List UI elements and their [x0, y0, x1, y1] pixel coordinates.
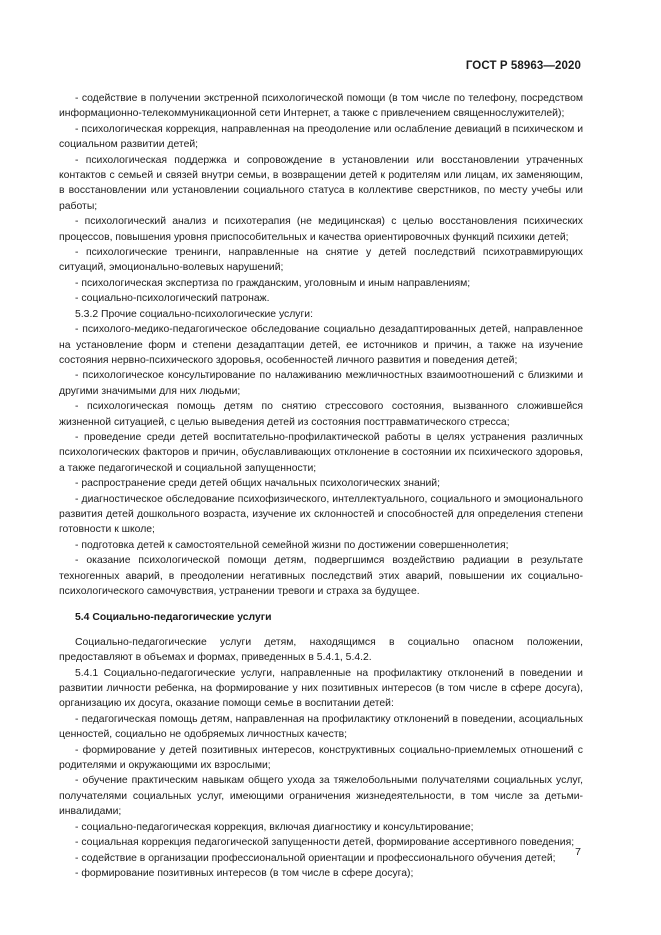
- list-item: - психологический анализ и психотерапия (не медицинская) с целью восстановления психических процессов, повышения уровня приспособительных и качества ориентировочных функций психики детей;: [59, 216, 583, 243]
- list-item: - содействие в организации профессиональной ориентации и профессионального обучения детей;: [75, 852, 556, 864]
- subsection-title: 5.3.2 Прочие социально-психологические услуги:: [75, 308, 313, 320]
- list-item: - социальная коррекция педагогической запущенности детей, формирование ассертивного поведения;: [75, 837, 575, 849]
- list-item: - проведение среди детей воспитательно-профилактической работы в целях устранения различных психологических факторов и причин, обуславливающих отклонение в состоянии их психического здоровья, а также педагогической и социальной запущенности;: [59, 431, 583, 474]
- list-item: - формирование позитивных интересов (в том числе в сфере досуга);: [75, 867, 414, 879]
- page-number: 7: [575, 846, 581, 858]
- list-item: - диагностическое обследование психофизического, интеллектуального, социального и эмоционального развития детей дошкольного возраста, изучение их склонностей и способностей для определения степени готовности к школе;: [59, 493, 583, 536]
- list-item: - оказание психологической помощи детям, подвергшимся воздействию радиации в результате техногенных аварий, в преодолении негативных последствий этих аварий, повышении их социально-психологического самочувствия, устранении тревоги и страха за будущее.: [59, 555, 583, 597]
- subsection-paragraph: 5.4.1 Социально-педагогические услуги, направленные на профилактику отклонений в поведении и развитии личности ребенка, на формирование у них позитивных интересов (в том числе в сфере досуга), организацию их досуга, оказание помощи семье в воспитании детей:: [59, 667, 583, 710]
- list-item: - психологические тренинги, направленные на снятие у детей последствий психотравмирующих ситуаций, эмоционально-волевых нарушений;: [59, 247, 583, 274]
- list-item: - психологическое консультирование по налаживанию межличностных взаимоотношений с близкими и другими значимыми для них людьми;: [59, 370, 583, 397]
- list-item: - социально-психологический патронаж.: [75, 293, 270, 305]
- document-body: [59, 91, 583, 881]
- list-item: - обучение практическим навыкам общего ухода за тяжелобольными получателями социальных услуг, получателями социальных услуг, имеющими ограничения жизнедеятельности, в том числе за детьми-инвалидами;: [59, 775, 583, 818]
- standard-number: ГОСТ Р 58963—2020: [465, 60, 581, 72]
- list-item: - содействие в получении экстренной психологической помощи (в том числе по телефону, посредством информационно-телекоммуникационной сети Интернет, а также с привлечением священнослужителей);: [59, 93, 583, 120]
- list-item: - психологическая помощь детям по снятию стрессового состояния, вызванного сложившейся жизненной ситуацией, с целью выведения детей из состояния посттравматического стресса;: [59, 401, 583, 428]
- list-item: - подготовка детей к самостоятельной семейной жизни по достижении совершеннолетия;: [75, 539, 509, 551]
- paragraph: Социально-педагогические услуги детям, находящимся в социально опасном положении, предоставляют в объемах и формах, приведенных в 5.4.1, 5.4.2.: [59, 636, 583, 664]
- list-item: - формирование у детей позитивных интересов, конструктивных социально-приемлемых отношений с родителями и окружающими их взрослыми;: [59, 744, 583, 772]
- list-item: - распространение среди детей общих начальных психологических знаний;: [75, 478, 440, 490]
- list-item: - социально-педагогическая коррекция, включая диагностику и консультирование;: [75, 821, 474, 833]
- section-heading: 5.4 Социально-педагогические услуги: [75, 612, 272, 624]
- list-item: - психологическая коррекция, направленная на преодоление или ослабление девиаций в психическом и социальном развитии детей;: [59, 123, 583, 151]
- list-item: - педагогическая помощь детям, направленная на профилактику отклонений в поведении, асоциальных ценностей, социально не одобряемых личностных качеств;: [59, 713, 583, 741]
- list-item: - психологическая поддержка и сопровождение в установлении или восстановлении утраченных контактов с семьей и связей внутри семьи, в возвращении детей к родителям или лицам, их заменяющим, в восстановлении или установлении социального статуса в коллективе сверстников, по месту учебы или работы;: [59, 154, 583, 212]
- list-item: - психологическая экспертиза по гражданским, уголовным и иным направлениям;: [75, 277, 471, 289]
- list-item: - психолого-медико-педагогическое обследование социально дезадаптированных детей, направленное на установление форм и степени дезадаптации детей, ее источников и причин, а также на изучение состояния нервно-психического здоровья, особенностей личного развития и поведения детей;: [59, 324, 583, 366]
